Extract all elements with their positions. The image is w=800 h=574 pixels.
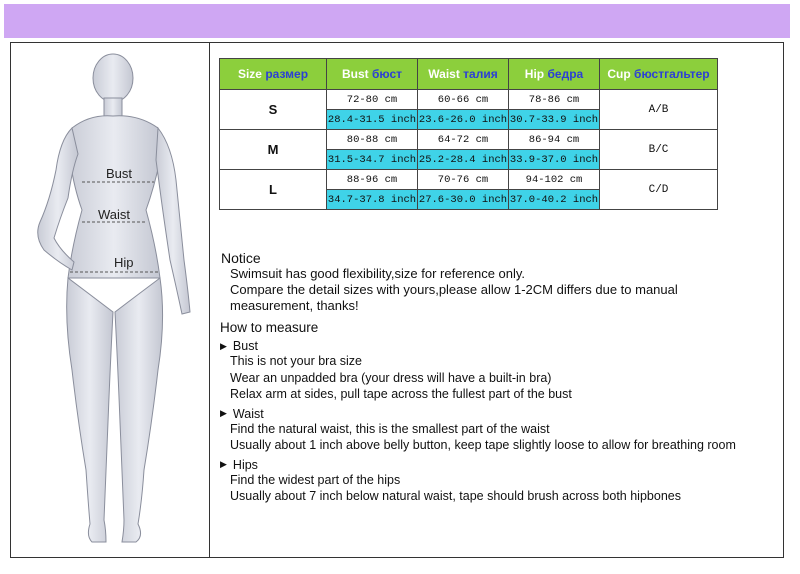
triangle-bullet-icon: ▶ (220, 408, 227, 418)
m-bust-inch: 31.5-34.7 inch (327, 150, 418, 170)
waist-line: Usually about 1 inch above belly button, keep tape slightly loose to allow for breathing room (230, 438, 736, 452)
how-to-measure-section (220, 320, 790, 505)
header-bust-ru: бюст (371, 67, 403, 81)
s-waist-cm: 60-66 cm (418, 90, 509, 110)
hips-line: Usually about 7 inch below natural waist, tape should brush across both hipbones (230, 489, 681, 503)
m-waist-inch: 25.2-28.4 inch (418, 150, 509, 170)
header-waist (418, 59, 509, 90)
m-hip-inch: 33.9-37.0 inch (509, 150, 600, 170)
bust-section-heading (220, 339, 790, 353)
waist-heading-label: Waist (232, 406, 264, 421)
size-l: L (220, 170, 327, 210)
l-bust-inch: 34.7-37.8 inch (327, 190, 418, 210)
notice-line-3: measurement, thanks! (230, 298, 359, 313)
s-cup: A/B (600, 90, 718, 130)
bust-label: Bust (106, 166, 133, 181)
body-figure-illustration (20, 50, 210, 550)
size-s: S (220, 90, 327, 130)
l-bust-cm: 88-96 cm (327, 170, 418, 190)
notice-title: Notice (221, 250, 261, 266)
s-bust-inch: 28.4-31.5 inch (327, 110, 418, 130)
hips-section-heading (220, 458, 790, 472)
hips-heading-label: Hips (232, 457, 258, 472)
header-cup-ru: бюстгальтер (634, 67, 710, 81)
triangle-bullet-icon: ▶ (220, 340, 227, 351)
figure-left-leg (67, 278, 113, 542)
header-cup (600, 59, 718, 90)
l-hip-cm: 94-102 cm (509, 170, 600, 190)
bust-line: This is not your bra size (230, 354, 362, 368)
figure-torso (68, 116, 160, 278)
s-bust-cm: 72-80 cm (327, 90, 418, 110)
l-cup: C/D (600, 170, 718, 210)
s-hip-cm: 78-86 cm (509, 90, 600, 110)
header-size (220, 59, 327, 90)
bust-heading-label: Bust (232, 339, 258, 353)
s-waist-inch: 23.6-26.0 inch (418, 110, 509, 130)
header-waist-en: Waist (428, 67, 460, 81)
how-to-measure-title: How to measure (220, 320, 319, 335)
waist-label: Waist (98, 207, 131, 222)
l-hip-inch: 37.0-40.2 inch (509, 190, 600, 210)
figure-neck (104, 98, 122, 116)
figure-right-leg (115, 278, 163, 542)
table-row-l-cm (220, 170, 718, 190)
m-bust-cm: 80-88 cm (327, 130, 418, 150)
m-cup: B/C (600, 130, 718, 170)
waist-line: Find the natural waist, this is the smallest part of the waist (230, 421, 550, 436)
l-waist-inch: 27.6-30.0 inch (418, 190, 509, 210)
header-bust-en: Bust (341, 67, 369, 81)
figure-left-arm (38, 128, 78, 270)
header-size-en: Size (237, 67, 262, 81)
bust-line: Relax arm at sides, pull tape across the fullest part of the bust (230, 387, 572, 401)
figure-head (93, 54, 133, 102)
notice-section (221, 250, 781, 314)
m-hip-cm: 86-94 cm (509, 130, 600, 150)
notice-line-1: Swimsuit has good flexibility,size for reference only. (230, 266, 526, 281)
header-size-ru: размер (265, 67, 309, 81)
table-row-s-cm (220, 90, 718, 110)
waist-section-heading (220, 407, 790, 421)
hip-label: Hip (114, 255, 134, 270)
size-chart-table (219, 58, 718, 210)
s-hip-inch: 30.7-33.9 inch (509, 110, 600, 130)
hips-line: Find the widest part of the hips (230, 472, 401, 487)
size-m: M (220, 130, 327, 170)
header-waist-ru: талия (463, 67, 498, 81)
bust-line: Wear an unpadded bra (your dress will have a built-in bra) (230, 370, 552, 385)
top-banner (4, 4, 790, 38)
l-waist-cm: 70-76 cm (418, 170, 509, 190)
table-row-m-cm (220, 130, 718, 150)
header-hip-en: Hip (524, 67, 545, 81)
triangle-bullet-icon: ▶ (220, 459, 227, 469)
header-hip-ru: бедра (547, 67, 584, 81)
header-hip (509, 59, 600, 90)
header-cup-en: Cup (607, 67, 631, 81)
table-header-row (220, 59, 718, 90)
header-bust (327, 59, 418, 90)
m-waist-cm: 64-72 cm (418, 130, 509, 150)
notice-line-2: Compare the detail sizes with yours,please allow 1-2CM differs due to manual (230, 282, 678, 297)
